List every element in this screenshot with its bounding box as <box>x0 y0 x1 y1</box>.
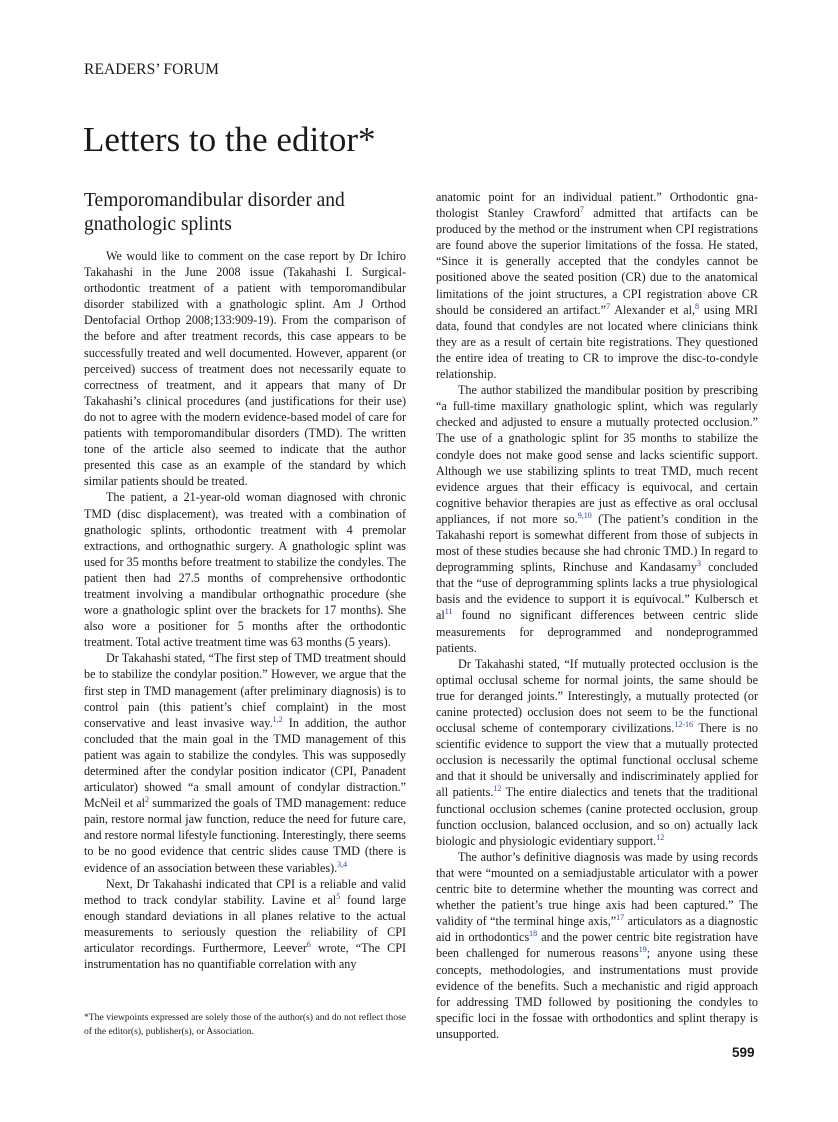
paragraph: We would like to comment on the case report by Dr Ichiro Takahashi in the June 2008 issue (Takahashi I. Surgical-orthodontic treatment of a patient with temporomandibular disorder stabilized with a gnathologic splint. Am J Orthod Dentofacial Orthop 2008;133:909-19). From the comparison of the before and after treatment records, this case appears to be successfully treated and well documented. However, apparent (or perceived) success of treatment does not necessarily equate to correctness of treatment, and it appears that many of Dr Takahashi’s clinical procedures (and justifications for their use) do not to agree with the modern evidence-based model of care for patients with temporomandibular disorders (TMD). The written tone of the article also seemed to indicate that the author presented this case as an example of the standard by which similar patients should be treated. <box>84 249 406 489</box>
section-label: READERS’ FORUM <box>84 61 220 78</box>
right-column <box>436 189 758 1042</box>
citation-link[interactable]: 3,4 <box>337 859 348 869</box>
paragraph-text: wrote, “The CPI instrumentation has no quantifiable correlation with any <box>84 941 406 972</box>
paragraph-text: using MRI data, found that condyles are not located where clinicians think they are as a result of certain bite registrations. They questioned the entire idea of treating to CR to improve the disc-to-condyle relationship. <box>436 302 758 382</box>
citation-link[interactable]: 18 <box>529 929 538 939</box>
citation-link[interactable]: 2 <box>145 795 150 805</box>
paragraph-text: There is no scientific evidence to support the view that a mutually protected occlusion is necessarily the optimal functional occlusal scheme and that it should be universally and indiscriminately applied for all patients. <box>436 721 758 800</box>
paragraph-text: Alexander et al, <box>610 302 696 317</box>
paragraph-text: In addition, the author concluded that the main goal in the TMD management of this patient was again to stabilize the condyles. This was supposedly determined after the condylar position indicator (CPI, Panadent articulator) showed “a small amount of condylar distraction.” McNeil et al <box>84 715 406 811</box>
paragraph <box>436 656 758 849</box>
paragraph-text: found large enough standard deviations in all planes relative to the actual measurements to seriously question the reliability of CPI articulator recordings. Furthermore, Leever <box>84 892 406 956</box>
citation-link[interactable]: 9,10 <box>577 510 592 520</box>
citation-link[interactable]: 7 <box>579 205 584 215</box>
citation-link[interactable]: 12-16 <box>674 720 693 730</box>
paragraph-text: Next, Dr Takahashi indicated that CPI is a reliable and valid method to track condylar stability. Lavine et al <box>84 876 406 907</box>
paragraph-text: articulators as a diagnostic aid in orthodontics <box>436 914 758 945</box>
paragraph <box>436 382 758 656</box>
paragraph-text: The author’s definitive diagnosis was made by using records that were “mounted on a semiadjustable articulator with a power centric bite to determine whether the mounting was correct and whether the patient’s true hinge axis had been captured.” The validity of “the terminal hinge axis,” <box>436 849 758 929</box>
paragraph-text: Dr Takahashi stated, “The first step of TMD treatment should be to stabilize the condylar position.” However, we argue that the first step in TMD management (after preliminary diagnosis) is to control pain (this patient’s chief complaint) in the most conservative and least invasive way. <box>84 651 406 730</box>
page-number: 599 <box>732 1045 755 1060</box>
citation-link[interactable]: 12 <box>656 832 665 842</box>
citation-link[interactable]: 12 <box>493 784 502 794</box>
paragraph-text: (The patient’s condition in the Takahashi report is somewhat different from those of subjects in most of these studies because she had chronic TMD.) In regard to deprogramming splints, Rinchuse and Kandasamy <box>436 511 758 575</box>
citation-link[interactable]: 7 <box>606 301 611 311</box>
paragraph-text: and the power centric bite registration have been challenged for numerous reasons <box>436 930 758 961</box>
left-column <box>84 189 406 972</box>
paragraph-text: summarized the goals of TMD management: reduce pain, restore normal jaw function, reduce the need for future care, and restore normal lifestyle functioning. Interestingly, there seems to be no good evidence that centric slides cause TMD (there is evidence of an association between these variables). <box>84 796 406 875</box>
paragraph-text: Dr Takahashi stated, “If mutually protected occlusion is the optimal occlusal scheme for normal joints, the same should be true for deranged joints.” Interestingly, a mutually protected (or canine protected) occlusion does not seem to be the functional occlusal scheme of contemporary civilizations. <box>436 656 758 736</box>
citation-link[interactable]: 11 <box>444 607 453 617</box>
paragraph <box>84 650 406 875</box>
citation-link[interactable]: 17 <box>616 913 625 923</box>
footnote: *The viewpoints expressed are solely those of the author(s) and do not reflect those of the editor(s), publisher(s), or Association. <box>84 1012 406 1037</box>
paragraph-text: ; anyone using these concepts, methodologies, and instrumentations must provide evidence of the benefits. Such a mechanistic and rigid approach for addressing TMD followed by positioning the condyles to specific loci in the fossae with orthodontics and splint therapy is unsupported. <box>436 946 759 1041</box>
paragraph-text: admitted that artifacts can be produced by the method or the instrument when CPI registrations are found above the superior limitations of the fossa. He stated, “Since it is generally accepted that the condyles cannot be positioned above the seated position (CR) due to the anatomical limitations of the joint structures, a CPI registration above CR should be considered an artifact.” <box>436 206 758 317</box>
paragraph-text: concluded that the “use of deprogramming splints lacks a true physiological basis and the evidence to support it is equivocal.” Kulbersch et al <box>436 560 758 623</box>
paragraph-text: The entire dialectics and tenets that the traditional functional occlusion schemes (canine protected occlusion, group function occlusion, balanced occlusion, and so on) actually lack biologic and physiologic evidentiary support. <box>436 785 759 848</box>
paragraph-text: The author stabilized the mandibular position by prescribing “a full-time maxillary gnathologic splint, which was regularly checked and adjusted to ensure a mutually protected occlusion.” The use of a gnathologic splint for 35 months to stabilize the condyle does not make good sense and lacks scientific support. Although we use stabilizing splints to treat TMD, much recent evidence argues that their efficacy is equivocal, and certain cognitive behavior therapies are just as effective as oral occlusal appliances, if not more so. <box>436 383 758 526</box>
citation-link[interactable]: 6 <box>306 940 311 950</box>
citation-link[interactable]: 1,2 <box>272 714 283 724</box>
paragraph <box>84 876 406 973</box>
paragraph <box>436 849 758 1042</box>
paragraph-text: found no significant differences between centric slide measurements for deprogrammed and nondeprogrammed patients. <box>436 608 758 655</box>
citation-link[interactable]: 5 <box>336 891 341 901</box>
paragraph-continued <box>436 189 758 382</box>
citation-link[interactable]: 19 <box>638 945 647 955</box>
paragraph: The patient, a 21-year-old woman diagnosed with chronic TMD (disc displacement), was treated with a combination of gnathologic splints, orthodontic treatment with 4 premolar extractions, and orthognathic surgery. A gnathologic splint was used for 35 months before treatment to stabilize the condyles. The patient then had 27.5 months of comprehensive orthodontic treatment involving a mandibular orthognathic procedure (she wore a gnathologic splint over the brackets for 17 months). She also wore a positioner for 5 months after the orthodontic treatment. Total active treatment time was 63 months (5 years). <box>84 490 406 650</box>
article-title: Temporomandibular disorder and gnathologic splints <box>84 190 345 235</box>
paragraph-text: anatomic point for an individual patient.” Orthodontic gnathologist Stanley Crawford <box>436 190 758 221</box>
citation-link[interactable]: 8 <box>695 301 700 311</box>
citation-link[interactable]: 3 <box>696 559 701 569</box>
page-title: Letters to the editor* <box>83 120 376 159</box>
